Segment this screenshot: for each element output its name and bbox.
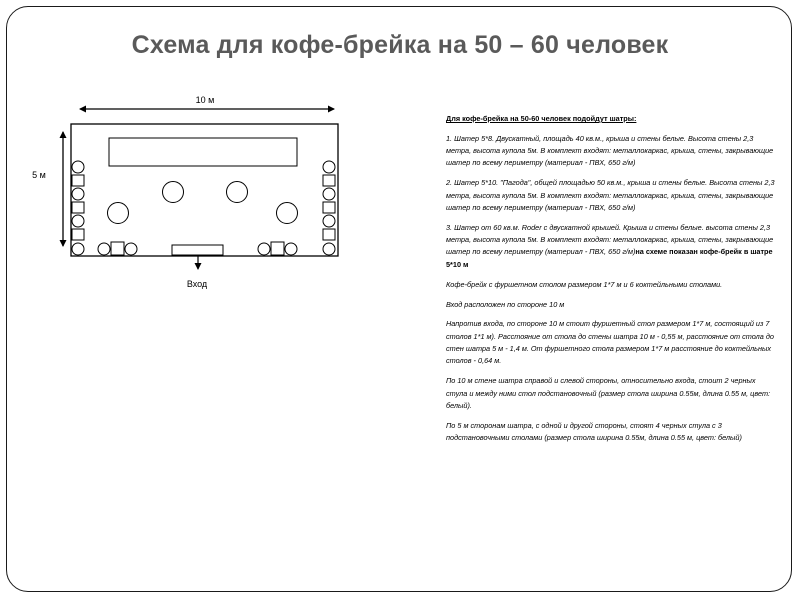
tent-option-1: 1. Шатер 5*8. Двускатный, площадь 40 кв.м., крыша и стены белые. Высота стены 2,3 метра, высота купола 5м. В комплект входят: металлокаркас, крыша, стены, закрывающие шатер по всему периметру (материал - ПВХ, 650 г/м) bbox=[446, 133, 774, 168]
depth-label: 5 м bbox=[32, 170, 46, 180]
chair bbox=[323, 161, 335, 173]
chair bbox=[72, 188, 84, 200]
cocktail-table bbox=[227, 182, 248, 203]
cocktail-table bbox=[108, 203, 129, 224]
chair bbox=[323, 188, 335, 200]
tent-option-3-highlight: на схеме показан кофе-брейк в шатре 5*10 м bbox=[446, 247, 773, 269]
chair bbox=[125, 243, 137, 255]
buffet-table bbox=[109, 138, 297, 166]
tent-option-2: 2. Шатер 5*10. "Пагода", общей площадью 50 кв.м., крыша и стены белые. Высота стены 2,3 метра, высота купола 5м. В комплект входят: металлокаркас, крыша, стены, закрывающие шатер по всему периметру (материал - ПВХ, 650 г/м) bbox=[446, 178, 775, 212]
side-table bbox=[72, 175, 84, 186]
side-table bbox=[323, 175, 335, 186]
long-wall-seating-note: По 10 м стене шатра справой и слевой стороны, относительно входа, стоит 2 черных стула и между ними стол подстановочный (размер стола ширина 0.55м, длина 0.55 м, цвет: белый). bbox=[446, 376, 771, 410]
tent-option-3 bbox=[446, 222, 776, 271]
chair bbox=[98, 243, 110, 255]
chair bbox=[323, 243, 335, 255]
entrance-note: Вход расположен по стороне 10 м bbox=[446, 299, 565, 309]
slide-title: Схема для кофе-брейка на 50 – 60 человек bbox=[131, 31, 669, 59]
side-table bbox=[271, 242, 284, 255]
short-wall-seating-note: По 5 м сторонам шатра, с одной и другой стороны, стоят 4 черных стула с 3 подстановочными столами (размер стола ширина 0.55м, длина 0.55 м, цвет: белый) bbox=[446, 420, 742, 442]
chair bbox=[72, 161, 84, 173]
chair bbox=[285, 243, 297, 255]
side-table bbox=[72, 202, 84, 213]
tent-outline bbox=[71, 124, 338, 256]
buffet-placement-note: Напротив входа, по стороне 10 м стоит фуршетный стол размером 1*7 м, состоящий из 7 столов 1*1 м). Расстояние от стола до стены шатра 10 м - 0,55 м, расстояние от стола до стен шатра 5 м - 1,4 м. От фуршетного стола размером 1*7 м расстояние до коктейльных столов - 0,64 м. bbox=[446, 319, 774, 366]
cocktail-table bbox=[277, 203, 298, 224]
side-table bbox=[111, 242, 124, 255]
chair bbox=[323, 215, 335, 227]
entrance-label: Вход bbox=[186, 279, 208, 289]
entrance-opening bbox=[172, 245, 223, 255]
description-heading: Для кофе-брейка на 50-60 человек подойдут шатры: bbox=[446, 114, 637, 123]
chair bbox=[72, 215, 84, 227]
chair bbox=[72, 243, 84, 255]
description-panel bbox=[446, 113, 776, 452]
side-table bbox=[323, 229, 335, 240]
tent-option-3-text: 3. Шатер от 60 кв.м. Roder с двускатной крышей. Крыша и стены белые. высота стены 2,3 метра, высота купола 5м. В комплект входят: металлокаркас, крыша, стены, закрывающие шатер по всему периметру (материал - ПВХ, 650 г/м) bbox=[446, 222, 774, 257]
width-label: 10 м bbox=[195, 95, 215, 105]
side-table bbox=[323, 202, 335, 213]
side-table bbox=[72, 229, 84, 240]
layout-summary: Кофе-брейк с фуршетном столом размером 1*7 м и 6 коктейльными столами. bbox=[446, 279, 723, 289]
chair bbox=[258, 243, 270, 255]
cocktail-table bbox=[163, 182, 184, 203]
